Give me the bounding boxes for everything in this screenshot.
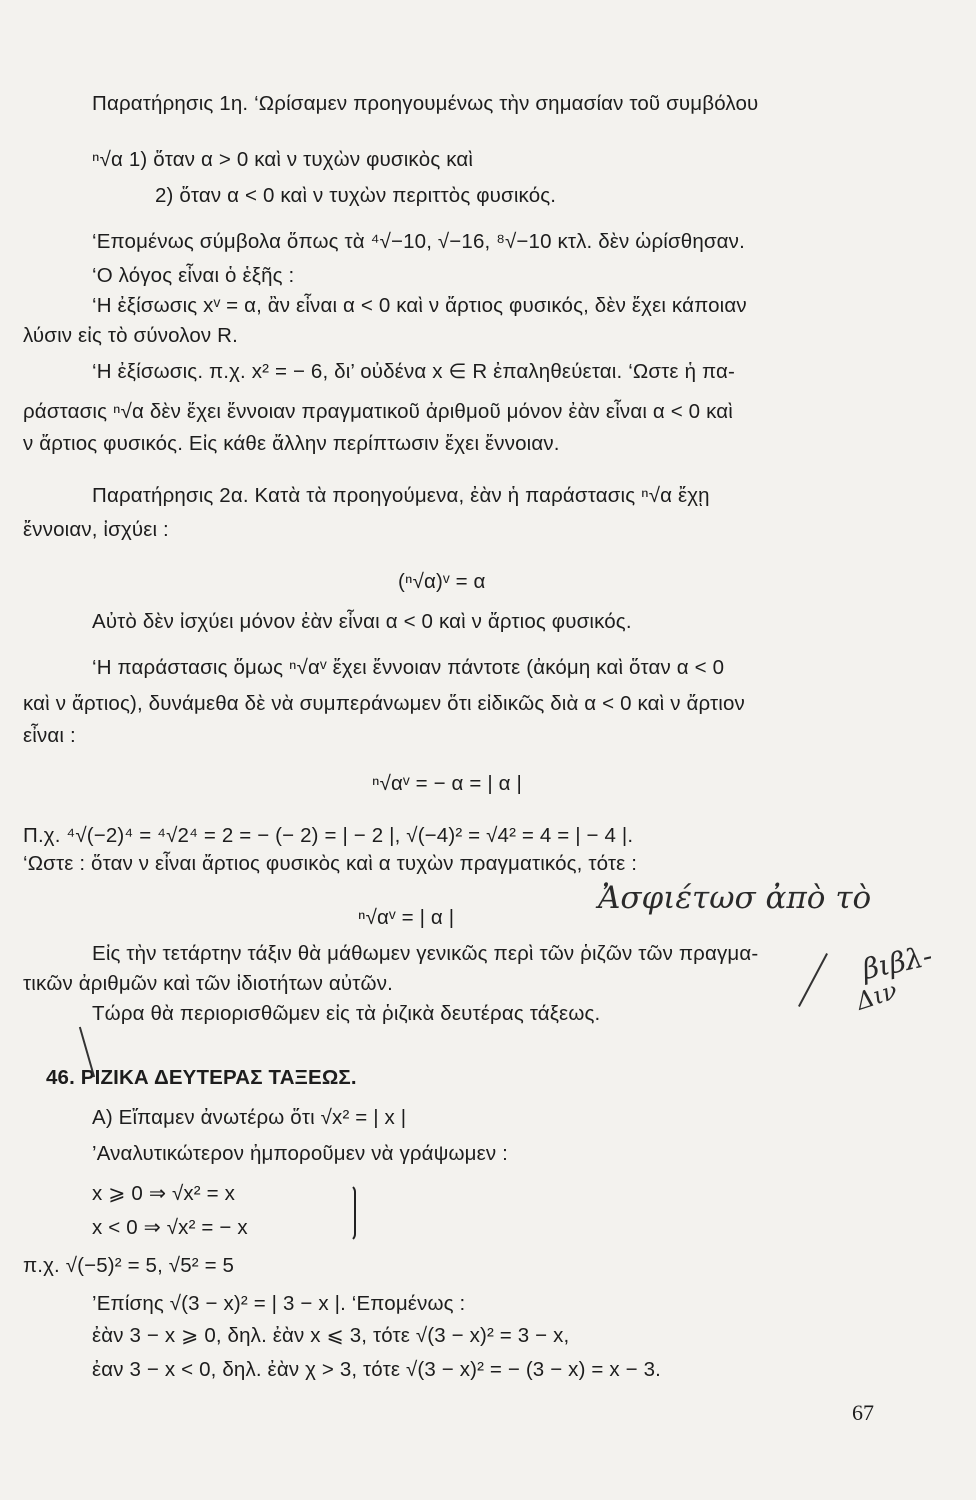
text-line: Εἰς τὴν τετάρτην τάξιν θὰ μάθωμεν γενικῶς περὶ τῶν ῥιζῶν τῶν πραγμα- (92, 942, 759, 965)
text-line: x < 0 ⇒ √x² = − x (92, 1216, 248, 1239)
text-line: ⁿ√αᵛ = | α | (358, 906, 455, 929)
text-line: ‘Ο λόγος εἶναι ὁ ἑξῆς : (92, 264, 295, 287)
handwritten-note-line1: Ἀσφιέτωσ ἀπὸ τὸ (598, 880, 872, 916)
handwritten-note-line3: Διν (852, 976, 901, 1016)
text-line: ν ἄρτιος φυσικός. Εἰς κάθε ἄλλην περίπτωσιν ἔχει ἔννοιαν. (23, 432, 560, 455)
text-line: ⁿ√α 1) ὅταν α > 0 καὶ ν τυχὼν φυσικὸς καὶ (92, 148, 474, 171)
text-line: ’Επίσης √(3 − x)² = | 3 − x |. ‘Επομένως : (92, 1292, 466, 1315)
text-line: x ⩾ 0 ⇒ √x² = x (92, 1182, 235, 1205)
text-line: Α) Εἴπαμεν ἀνωτέρω ὅτι √x² = | x | (92, 1106, 407, 1129)
text-line: ‘Η παράστασις ὅμως ⁿ√αᵛ ἔχει ἔννοιαν πάντοτε (ἀκόμη καὶ ὅταν α < 0 (92, 656, 725, 679)
text-line: Παρατήρησις 2α. Κατὰ τὰ προηγούμενα, ἐὰν ἡ παράστασις ⁿ√α ἔχῃ (92, 484, 710, 507)
page-number: 67 (852, 1400, 874, 1425)
text-line: Π.χ. ⁴√(−2)⁴ = ⁴√2⁴ = 2 = − (− 2) = | − 2 |, √(−4)² = √4² = 4 = | − 4 |. (23, 824, 634, 847)
text-line: Τώρα θὰ περιορισθῶμεν εἰς τὰ ῥιζικὰ δευτέρας τάξεως. (92, 1002, 601, 1025)
text-line: ‘Ωστε : ὅταν ν εἶναι ἄρτιος φυσικὸς καὶ α τυχὼν πραγματικός, τότε : (23, 852, 638, 875)
text-line: 2) ὅταν α < 0 καὶ ν τυχὼν περιττὸς φυσικός. (155, 184, 557, 207)
text-line: ἔννοιαν, ἰσχύει : (23, 518, 169, 541)
text-line: εἶναι : (23, 724, 76, 747)
text-line: ‘Επομένως σύμβολα ὅπως τὰ ⁴√−10, √−16, ⁸√−10 κτλ. δὲν ὡρίσθησαν. (92, 230, 745, 253)
text-line: λύσιν εἰς τὸ σύνολον R. (23, 324, 238, 347)
text-line: καὶ ν ἄρτιος), δυνάμεθα δὲ νὰ συμπεράνωμεν ὅτι εἰδικῶς διὰ α < 0 καὶ ν ἄρτιον (23, 692, 745, 715)
handwritten-note-line2: βιβλ- (859, 939, 936, 986)
text-line: ’Αναλυτικώτερον ἠμποροῦμεν νὰ γράψωμεν : (92, 1142, 508, 1165)
text-line: Αὐτὸ δὲν ἰσχύει μόνον ἐὰν εἶναι α < 0 καὶ ν ἄρτιος φυσικός. (92, 610, 632, 633)
text-line: ἐὰν 3 − x ⩾ 0, δηλ. ἐὰν x ⩽ 3, τότε √(3 − x)² = 3 − x, (92, 1324, 570, 1347)
text-line: ‘Η ἐξίσωσις. π.χ. x² = − 6, δι’ οὐδένα x ∈ R ἐπαληθεύεται. ‘Ωστε ἡ πα- (92, 360, 735, 383)
text-line: ἐαν 3 − x < 0, δηλ. ἐὰν χ > 3, τότε √(3 − x)² = − (3 − x) = x − 3. (92, 1358, 661, 1381)
text-line: ‘Η ἐξίσωσις xᵛ = α, ἂν εἶναι α < 0 καὶ ν ἄρτιος φυσικός, δὲν ἔχει κάποιαν (92, 294, 747, 317)
text-line: ράστασις ⁿ√α δὲν ἔχει ἔννοιαν πραγματικοῦ ἀριθμοῦ μόνον ἐὰν εἶναι α < 0 καὶ (23, 400, 733, 423)
right-brace (348, 1184, 356, 1242)
text-line: ⁿ√αᵛ = − α = | α | (372, 772, 523, 795)
text-line: (ⁿ√α)ᵛ = α (398, 570, 486, 593)
text-line: π.χ. √(−5)² = 5, √5² = 5 (23, 1254, 235, 1277)
text-line: 46. ΡΙΖΙΚΑ ΔΕΥΤΕΡΑΣ ΤΑΞΕΩΣ. (46, 1066, 357, 1089)
text-line: τικῶν ἀριθμῶν καὶ τῶν ἰδιοτήτων αὐτῶν. (23, 972, 393, 995)
text-line: Παρατήρησις 1η. ‘Ωρίσαμεν προηγουμένως τὴν σημασίαν τοῦ συμβόλου (92, 92, 759, 115)
